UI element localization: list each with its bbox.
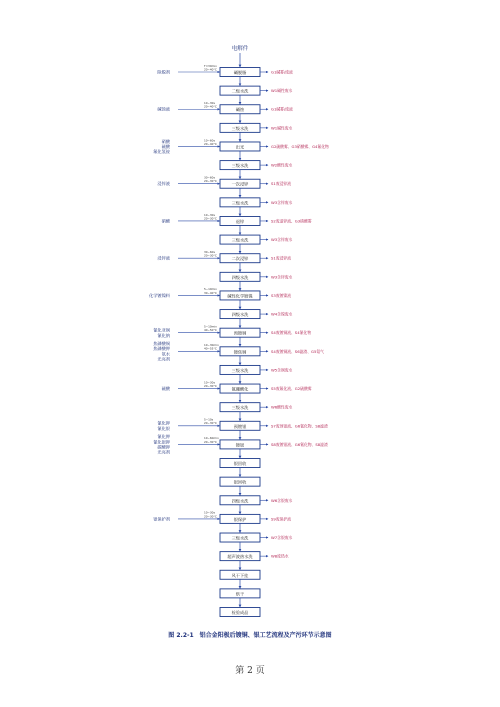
pollutant-output-label: W8废热水 (271, 553, 289, 559)
process-label: 三级水洗 (231, 125, 249, 131)
process-step (220, 161, 293, 179)
pollutant-output-label: G2硫酸雾、G3硝酸雾、G4氟化物 (271, 143, 329, 149)
process-label: 出光 (235, 144, 245, 150)
process-parameter: 20~30°C (204, 179, 217, 184)
process-step (220, 608, 260, 617)
process-parameter: 30~60s (204, 250, 215, 255)
pollutant-output-label: S4废镀铜液、S6滤渣、G5氨气 (271, 348, 324, 354)
process-label: 银回收 (233, 461, 247, 467)
process-parameter: 20~30°C (204, 383, 217, 388)
input-material-label: 氰化钾 (157, 420, 170, 426)
process-step (153, 324, 311, 346)
input-material-label: 碳酸钾 (157, 444, 170, 450)
process-step (153, 138, 329, 160)
process-label: 烘干 (235, 591, 245, 597)
process-parameter: 10~30min (204, 343, 219, 348)
process-label: 三级水洗 (231, 163, 249, 169)
flow-start-label: 电解件 (231, 46, 249, 52)
input-material-label: 硫酸 (161, 386, 170, 392)
input-material-label: 氟化氢铵 (153, 149, 170, 155)
process-parameter: 10~30s (204, 380, 215, 385)
process-step (153, 340, 324, 365)
process-label: 二级水洗 (231, 88, 249, 94)
flow-steps (149, 53, 329, 617)
input-material-label: 氰化银钾 (153, 439, 170, 445)
input-material-label: 硝酸 (161, 218, 170, 224)
process-label: 一次浸锌 (231, 181, 249, 187)
input-material-label: 除脱剂 (157, 69, 170, 75)
process-parameter: 30~40°C (204, 290, 217, 295)
process-label: 镀焦铜 (233, 349, 247, 355)
pollutant-output-label: W1碱性废水 (271, 88, 293, 94)
pollutant-output-label: W6酸性废水 (271, 404, 293, 410)
process-label: 超声波热水洗 (227, 554, 253, 560)
pollutant-output-label: G1碱雾/废液 (271, 106, 293, 112)
process-parameter: 10~30s (204, 101, 215, 106)
process-step (157, 101, 293, 123)
input-material-label: 氨水 (161, 351, 170, 357)
pollutant-output-label: S1废浸锌液 (271, 255, 292, 261)
process-parameter: 5~10min (204, 324, 217, 329)
pollutant-output-label: W6含银废水 (271, 497, 293, 503)
process-label: 三级水洗 (231, 200, 249, 206)
process-parameter: 20~30°C (204, 216, 217, 221)
process-step (220, 365, 293, 383)
process-label: 二次浸锌 (231, 256, 249, 262)
process-label: 三级水洗 (231, 405, 249, 411)
pollutant-output-label: S5废氟化液、G2硫酸雾 (271, 386, 312, 392)
process-label: 碱脱脂 (233, 70, 247, 75)
pollutant-output-label: S2废退锌液、G3硝酸雾 (271, 218, 312, 224)
process-step (220, 123, 293, 141)
process-step (153, 433, 328, 458)
pollutant-output-label: W3含锌废水 (271, 237, 293, 243)
pollutant-output-label: W7含银废水 (271, 535, 293, 541)
process-label: 三级水洗 (231, 237, 249, 243)
process-parameter: 5~10min (204, 287, 217, 292)
input-material-label: 浸锌液 (157, 255, 170, 261)
process-step (220, 459, 260, 477)
process-parameter: 10~60min (204, 436, 219, 441)
pollutant-output-label: W3含锌废水 (271, 199, 293, 205)
input-material-label: 光亮剂 (157, 449, 170, 455)
process-label: 四级水洗 (231, 312, 249, 318)
process-step (153, 511, 291, 533)
pollutant-output-label: S3废镀镍液 (271, 292, 292, 298)
process-parameter: 20~30°C (204, 253, 217, 258)
process-parameter: 20~40°C (204, 104, 217, 109)
pollutant-output-label: G1碱雾/废液 (271, 69, 293, 75)
process-step (162, 380, 312, 402)
process-parameter: 20~40°C (204, 141, 217, 146)
input-material-label: 硝酸 (161, 138, 170, 144)
page-number: 第 2 页 (235, 666, 265, 676)
input-material-label: 焦磷酸铜 (153, 341, 170, 347)
process-label: 氟硼酸化 (231, 386, 249, 392)
process-parameter: 10~60s (204, 138, 215, 143)
process-parameter: 20~40°C (204, 67, 217, 72)
process-parameter: 40~55°C (204, 346, 217, 351)
input-material-label: 氰化钾 (157, 434, 170, 440)
input-material-label: 化学镀镍料 (149, 292, 170, 298)
pollutant-output-label: W1碱性废水 (271, 125, 293, 131)
process-label: 碱蚀 (235, 107, 245, 113)
process-parameter: 30~60s (204, 175, 215, 180)
process-step (157, 176, 291, 198)
pollutant-output-label: W4含镍废水 (271, 311, 293, 317)
input-material-label: 氰化银 (157, 425, 170, 431)
process-parameter: 5~10s (204, 417, 214, 422)
input-material-label: 焦磷酸钾 (153, 346, 170, 352)
process-step (220, 477, 260, 495)
process-step (157, 64, 293, 86)
figure-caption: 图 2.2-1 铝合金阳极后镀铜、银工艺流程及产污环节示意图 (168, 632, 332, 639)
process-step (220, 310, 293, 328)
process-step (220, 235, 293, 253)
process-label: 退锌 (235, 218, 245, 224)
input-material-label: 氰化钠 (157, 332, 170, 338)
process-step (220, 552, 289, 570)
pollutant-output-label: S4废镀铜液、S4氰化物 (271, 330, 312, 336)
process-parameter: T=30min (204, 63, 217, 68)
process-step (220, 272, 293, 290)
process-step (220, 496, 293, 514)
process-step (157, 250, 291, 272)
pollutant-output-label: S1废浸锌液 (271, 181, 292, 187)
input-material-label: 光亮剂 (157, 356, 170, 362)
process-step (220, 403, 293, 421)
process-step (220, 570, 260, 588)
input-material-label: 浸锌液 (157, 181, 170, 187)
process-label: 碱性化学镀镍 (227, 293, 253, 299)
process-label: 四级水洗 (231, 498, 249, 504)
process-label: 风干下挂 (231, 572, 249, 578)
input-material-label: 氰化亚铜 (153, 327, 170, 333)
process-label: 三级水洗 (231, 535, 249, 541)
process-step (162, 213, 312, 235)
process-step (157, 418, 328, 440)
pollutant-output-label: S9废保护液 (271, 516, 292, 522)
process-parameter: 20~30°C (204, 439, 217, 444)
process-label: 检验成品 (231, 610, 249, 615)
pollutant-output-label: S8废镀银液、G6氰化物、S8滤渣 (271, 441, 328, 447)
process-parameter: 10~30s (204, 510, 215, 515)
process-parameter: 20~30°C (204, 421, 217, 426)
process-step (149, 287, 291, 309)
process-step (220, 533, 293, 551)
process-parameter: 40~50°C (204, 328, 217, 333)
process-label: 镀银 (235, 442, 245, 448)
input-material-label: 银保护剂 (153, 516, 170, 522)
process-step (220, 198, 293, 216)
process-label: 四级水洗 (231, 274, 249, 280)
process-parameter: 10~30s (204, 212, 215, 217)
process-parameter: 20~30°C (204, 514, 217, 519)
process-label: 银回收 (233, 479, 247, 485)
process-step (220, 589, 260, 607)
pollutant-output-label: W2酸性废水 (271, 162, 293, 168)
pollutant-output-label: W3含锌废水 (271, 274, 293, 280)
input-material-label: 碱蚀液 (157, 106, 170, 112)
input-material-label: 硫酸 (161, 143, 170, 149)
process-label: 银保护 (233, 516, 247, 522)
process-label: 预镀银 (233, 423, 247, 429)
process-label: 预镀铜 (233, 330, 247, 336)
process-label: 三级水洗 (231, 367, 249, 373)
pollutant-output-label: S7废预银液、G6氰化物、S8滤渣 (271, 423, 328, 429)
pollutant-output-label: W5含铜废水 (271, 367, 293, 373)
process-step (220, 86, 293, 104)
